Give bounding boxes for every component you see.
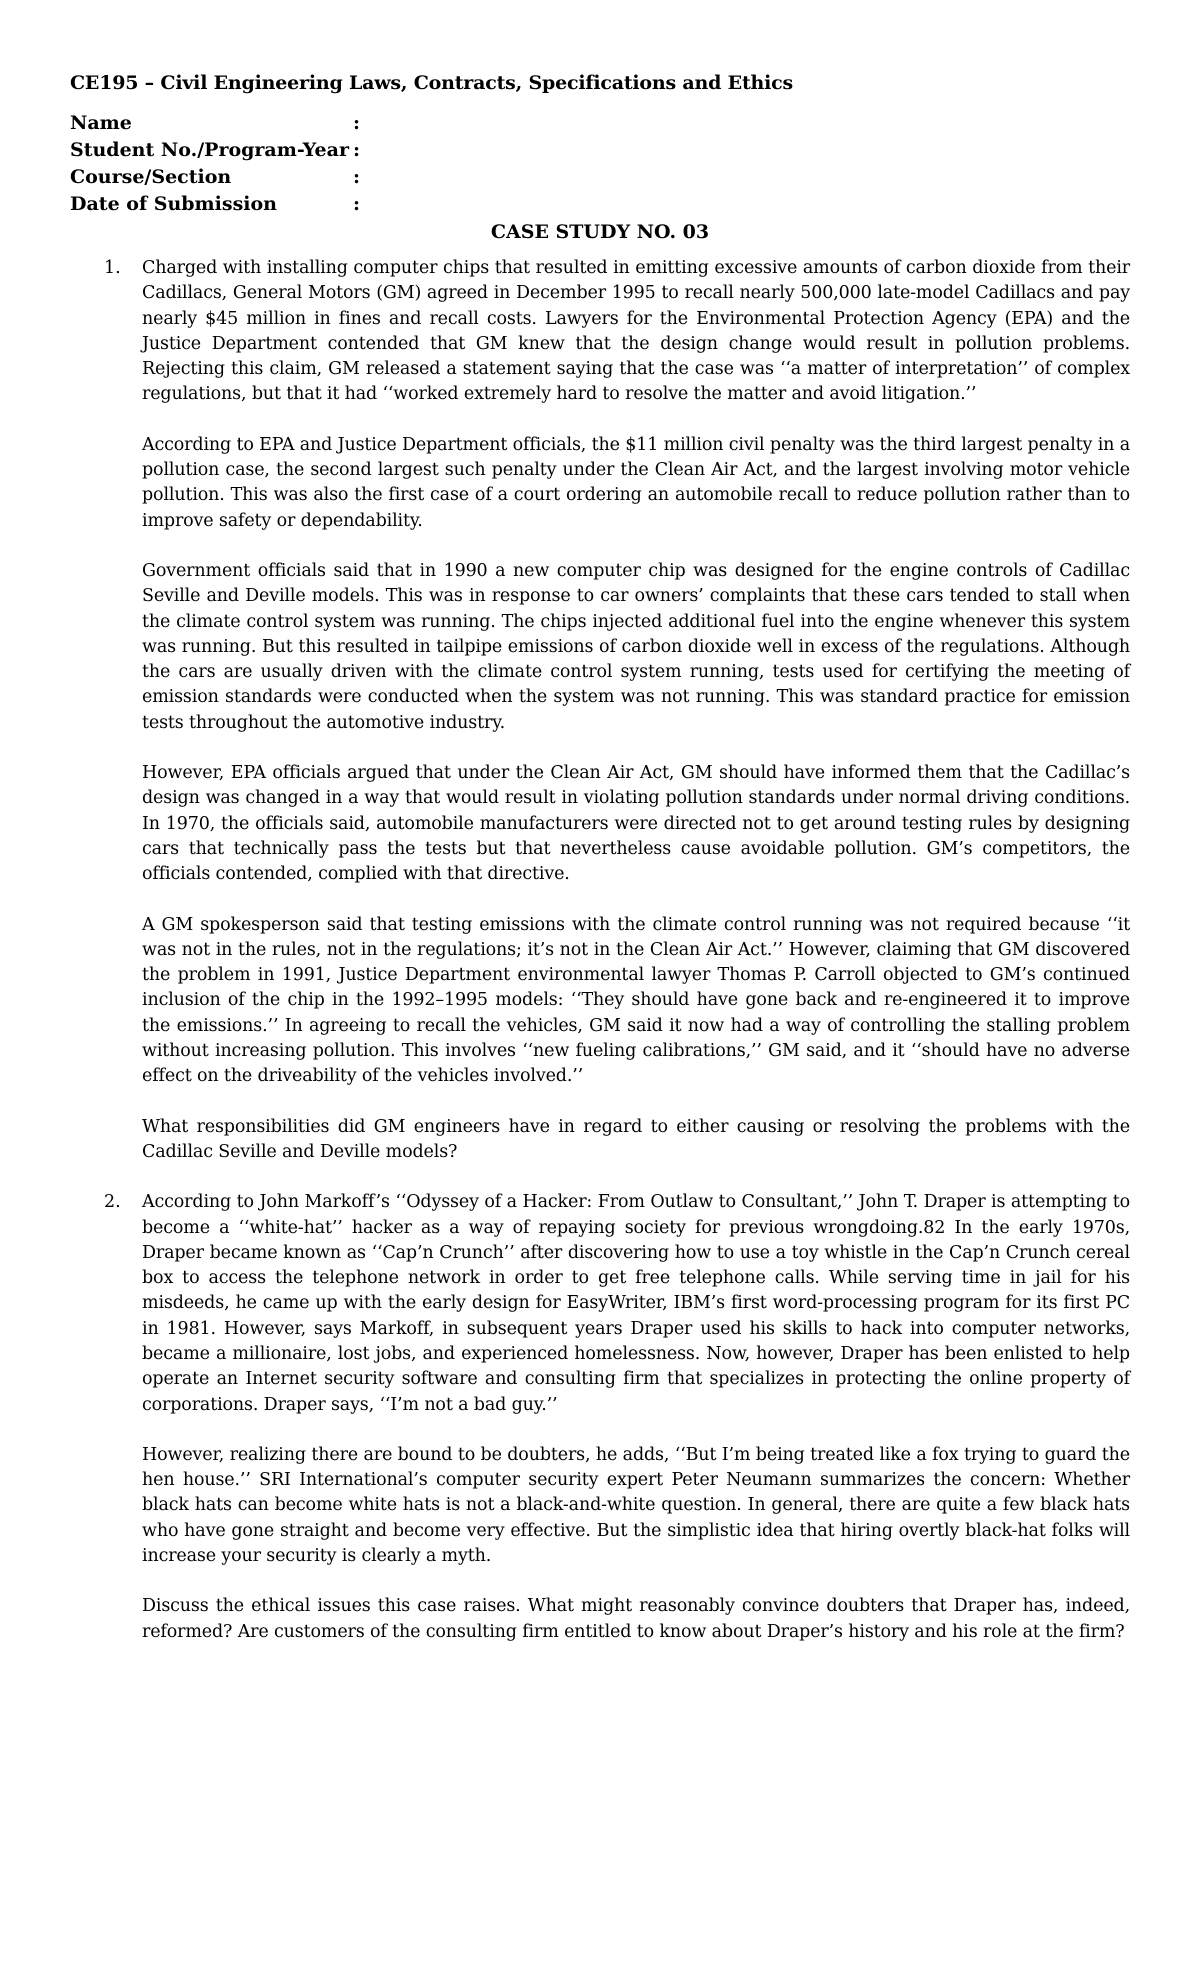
question-paragraph: However, realizing there are bound to be doubters, he adds, ‘‘But I’m being treated like a fox trying to guard the hen house.’’ SRI International’s computer security expert Peter Neumann summarizes the concern: Whether black hats can become white hats is not a black-and-white question. In general, there are quite a few black hats who have gone straight and become very effective. But the simplistic idea that hiring overtly black-hat folks will increase your security is clearly a myth. — [142, 1444, 1130, 1567]
name-colon: : — [353, 112, 361, 134]
course-section-label: Course/Section — [70, 166, 232, 188]
question-paragraph: However, EPA officials argued that under the Clean Air Act, GM should have informed them that the Cadillac’s design was changed in a way that would result in violating pollution standards under normal driving conditions. In 1970, the officials said, automobile manufacturers were directed not to get around testing rules by designing cars that technically pass the tests but that nevertheless cause avoidable pollution. GM’s competitors, the officials contended, complied with that directive. — [142, 763, 1130, 885]
question-prompt: What responsibilities did GM engineers have in regard to either causing or resolving the problems with the Cadillac Seville and Deville models? — [142, 1116, 1130, 1162]
question-list — [70, 256, 1130, 1645]
question-number: 2. — [104, 1192, 121, 1213]
question-item — [70, 256, 1130, 1165]
question-prompt: Discuss the ethical issues this case raises. What might reasonably convince doubters that Draper has, indeed, reformed? Are customers of the consulting firm entitled to know about Draper’s history and his role at the firm? — [142, 1596, 1130, 1642]
name-label: Name — [70, 112, 132, 134]
submission-date-label: Date of Submission — [70, 193, 277, 215]
student-no-row — [70, 137, 373, 164]
course-title: CE195 – Civil Engineering Laws, Contracts, Specifications and Ethics — [70, 72, 794, 94]
name-row — [70, 110, 373, 137]
question-paragraph: Government officials said that in 1990 a new computer chip was designed for the engine controls of Cadillac Seville and Deville models. This was in response to car owners’ complaints that these cars tended to stall when the climate control system was running. The chips injected additional fuel into the engine whenever this system was running. But this resulted in tailpipe emissions of carbon dioxide well in excess of the regulations. Although the cars are usually driven with the climate control system running, tests used for certifying the meeting of emission standards were conducted when the system was not running. This was standard practice for emission tests throughout the automotive industry. — [142, 560, 1130, 733]
question-number: 1. — [104, 258, 121, 278]
question-paragraph: A GM spokesperson said that testing emissions with the climate control running was not required because ‘‘it was not in the rules, not in the regulations; it’s not in the Clean Air Act.’’ However, claiming that GM discovered the problem in 1991, Justice Department environmental lawyer Thomas P. Carroll objected to GM’s continued inclusion of the chip in the 1992–1995 models: ‘‘They should have gone back and re-engineered it to improve the emissions.’’ In agreeing to recall the vehicles, GM said it now had a way of controlling the stalling problem without increasing pollution. This involves ‘‘new fueling calibrations,’’ GM said, and it ‘‘should have no adverse effect on the driveability of the vehicles involved.’’ — [142, 914, 1130, 1087]
question-item — [70, 1190, 1130, 1645]
student-no-colon: : — [353, 139, 361, 161]
course-section-row — [70, 164, 373, 191]
question-paragraph: According to John Markoff’s ‘‘Odyssey of a Hacker: From Outlaw to Consultant,’’ John T. Draper is attempting to become a ‘‘white-hat’’ hacker as a way of repaying society for previous wrongdoing.82 In the early 1970s, Draper became known as ‘‘Cap’n Crunch’’ after discovering how to use a toy whistle in the Cap’n Crunch cereal box to access the telephone network in order to get free telephone calls. While serving time in jail for his misdeeds, he came up with the early design for EasyWriter, IBM’s first word-processing program for its first PC in 1981. However, says Markoff, in subsequent years Draper used his skills to hack into computer networks, became a millionaire, lost jobs, and experienced homelessness. Now, however, Draper has been enlisted to help operate an Internet security software and consulting firm that specializes in protecting the online property of corporations. Draper says, ‘‘I’m not a bad guy.’’ — [142, 1192, 1130, 1415]
case-study-title: CASE STUDY NO. 03 — [490, 221, 710, 243]
question-paragraph: Charged with installing computer chips that resulted in emitting excessive amounts of carbon dioxide from their Cadillacs, General Motors (GM) agreed in December 1995 to recall nearly 500,000 late-model Cadillacs and pay nearly $45 million in fines and recall costs. Lawyers for the Environmental Protection Agency (EPA) and the Justice Department contended that GM knew that the design change would result in pollution problems. Rejecting this claim, GM released a statement saying that the case was ‘‘a matter of interpretation’’ of complex regulations, but that it had ‘‘worked extremely hard to resolve the matter and avoid litigation.’’ — [142, 258, 1130, 405]
course-section-colon: : — [353, 166, 361, 188]
student-no-label: Student No./Program-Year — [70, 139, 349, 161]
submission-date-row — [70, 191, 373, 218]
question-paragraph: According to EPA and Justice Department officials, the $11 million civil penalty was the third largest penalty in a pollution case, the second largest such penalty under the Clean Air Act, and the largest involving motor vehicle pollution. This was also the first case of a court ordering an automobile recall to reduce pollution rather than to improve safety or dependability. — [142, 434, 1130, 531]
submission-date-colon: : — [353, 193, 361, 215]
student-info-table — [70, 110, 373, 218]
